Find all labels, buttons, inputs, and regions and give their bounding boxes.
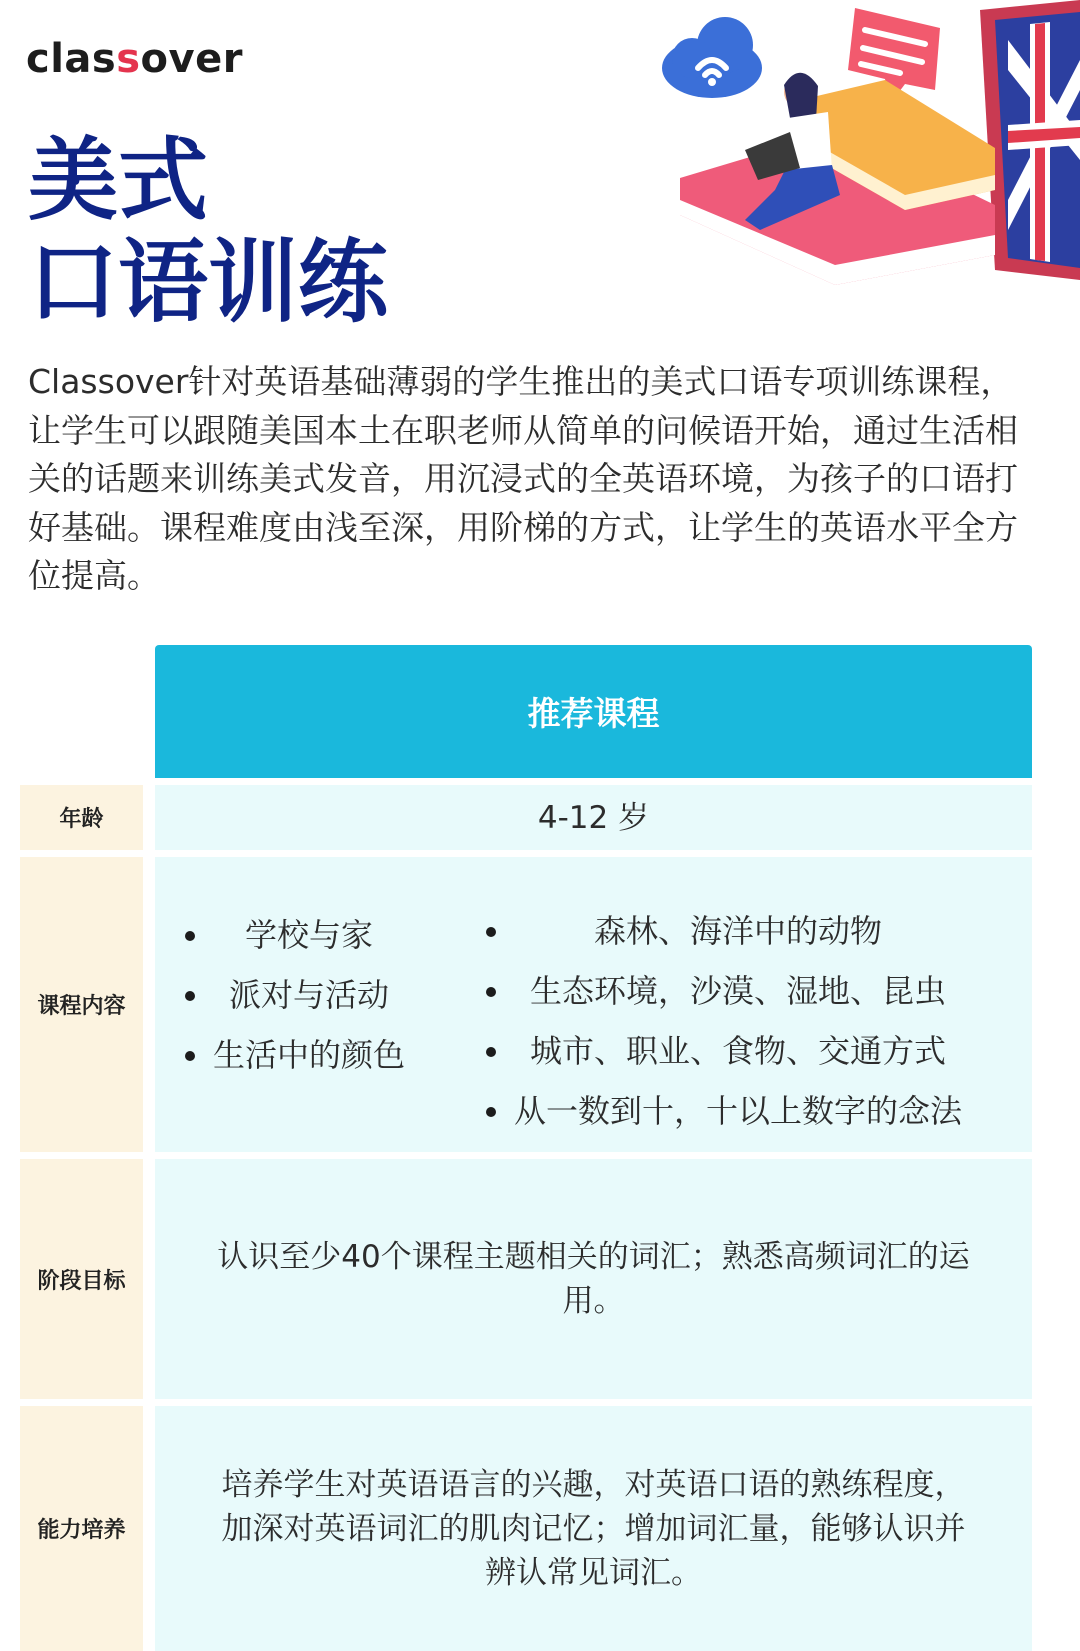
ability-text: 培养学生对英语语言的兴趣，对英语口语的熟练程度，加深对英语词汇的肌肉记忆；增加词汇量，能够认识并辨认常见词汇。 bbox=[221, 1466, 966, 1591]
list-item: 森林、海洋中的动物 bbox=[480, 901, 962, 961]
goal-text: 认识至少40个课程主题相关的词汇；熟悉高频词汇的运用。 bbox=[217, 1239, 970, 1319]
ability-cell bbox=[155, 1406, 1032, 1651]
list-item: 从一数到十，十以上数字的念法 bbox=[480, 1081, 962, 1141]
list-item: 派对与活动 bbox=[179, 965, 405, 1025]
topic-list-left bbox=[179, 905, 405, 1085]
list-item: 城市、职业、食物、交通方式 bbox=[480, 1021, 962, 1081]
course-content-cell bbox=[155, 857, 1032, 1152]
goal-cell bbox=[155, 1159, 1032, 1399]
list-item: 学校与家 bbox=[179, 905, 405, 965]
row-label-goal: 阶段目标 bbox=[20, 1159, 143, 1399]
cloud-wifi-icon bbox=[662, 17, 762, 98]
page-title bbox=[28, 130, 388, 334]
row-label-content: 课程内容 bbox=[20, 857, 143, 1152]
list-item: 生态环境，沙漠、湿地、昆虫 bbox=[480, 961, 962, 1021]
logo-accent-dots: s bbox=[116, 36, 141, 82]
list-item: 生活中的颜色 bbox=[179, 1025, 405, 1085]
table-header: 推荐课程 bbox=[155, 645, 1032, 778]
title-line-1: 美式 bbox=[28, 128, 208, 233]
hero-illustration bbox=[650, 0, 1080, 300]
classover-logo: classover bbox=[26, 36, 243, 82]
intro-paragraph: Classover针对英语基础薄弱的学生推出的美式口语专项训练课程，让学生可以跟随美国本土在职老师从简单的问候语开始，通过生活相关的话题来训练美式发音，用沉浸式的全英语环境，为孩子的口语打好基础。课程难度由浅至深，用阶梯的方式，让学生的英语水平全方位提高。 bbox=[28, 362, 1018, 595]
title-line-2: 口语训练 bbox=[28, 230, 388, 335]
course-table bbox=[20, 645, 1032, 1651]
row-label-age: 年龄 bbox=[20, 785, 143, 850]
books-icon bbox=[680, 80, 995, 285]
age-value: 4-12 岁 bbox=[155, 785, 1032, 850]
topic-list-right bbox=[480, 901, 962, 1141]
table-corner bbox=[20, 645, 143, 778]
row-label-ability: 能力培养 bbox=[20, 1406, 143, 1651]
